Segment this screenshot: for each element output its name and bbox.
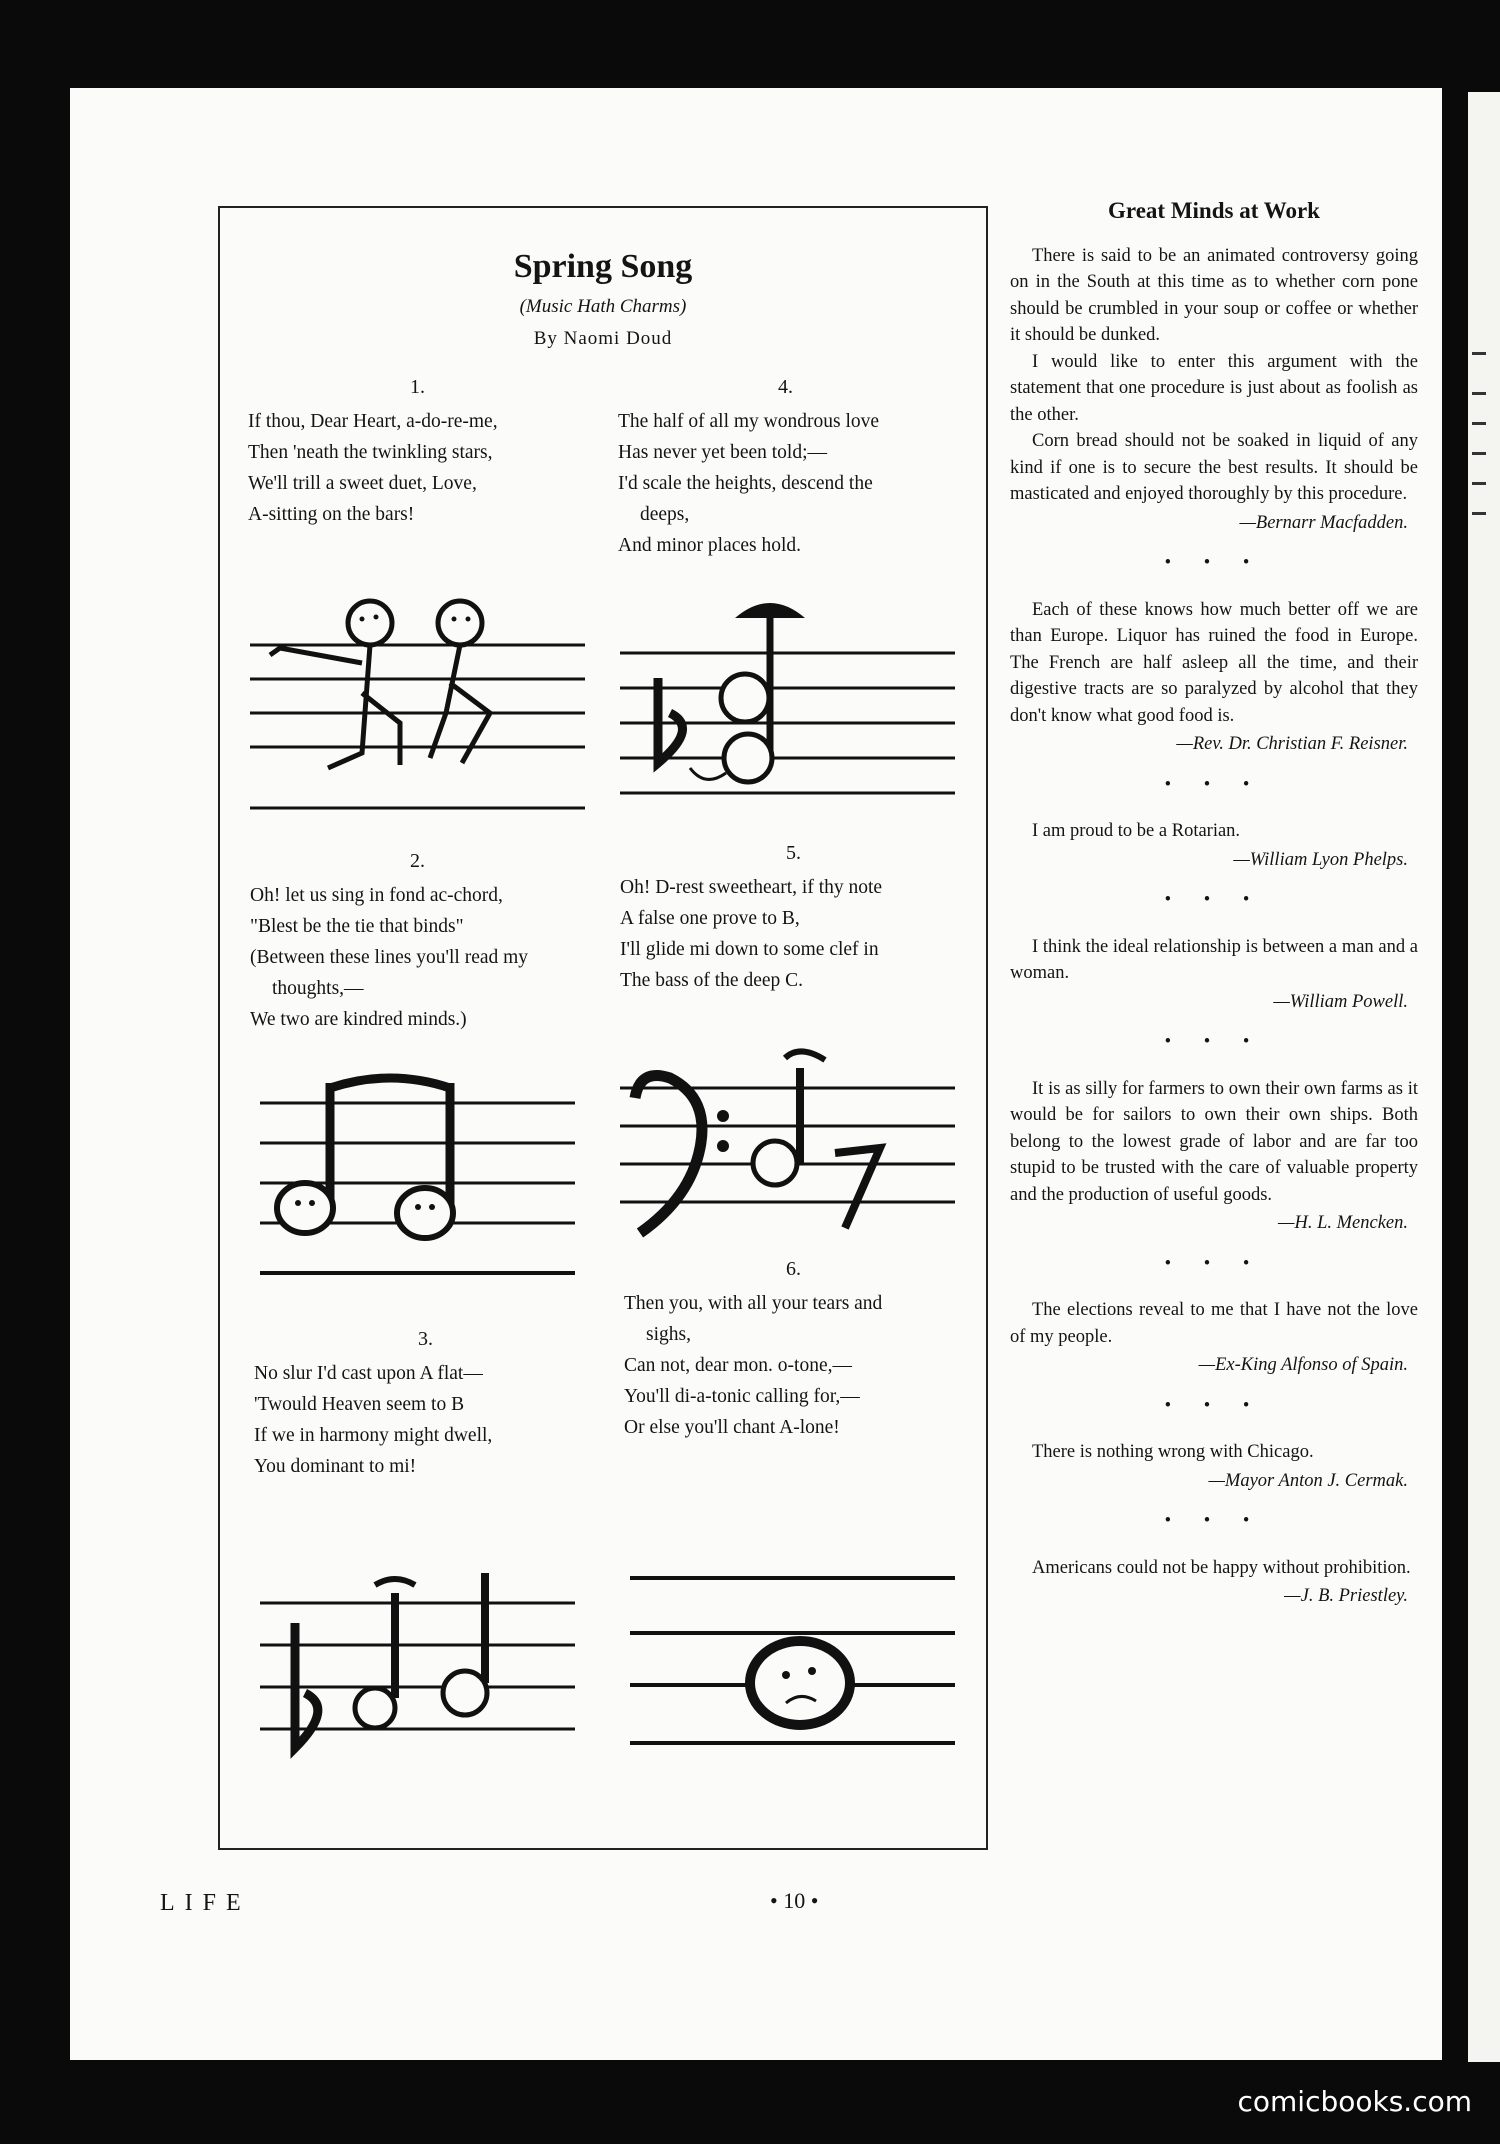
separator: • • • [1164, 890, 1264, 910]
stanza-4-number: 4. [778, 376, 793, 398]
separator: • • • [1164, 1395, 1264, 1416]
quote-paragraph: I am proud to be a Rotarian. [1032, 821, 1241, 841]
quote-attribution: —H. L. Mencken. [1278, 1213, 1408, 1233]
great-minds-column [1010, 198, 1418, 1610]
quote-2 [1010, 597, 1418, 758]
quote-paragraph: There is nothing wrong with Chicago. [1032, 1442, 1314, 1462]
stanza-line: Has never yet been told;— [618, 442, 828, 463]
quote-attribution: —William Powell. [1273, 991, 1408, 1012]
quote-5 [1010, 1076, 1418, 1237]
quote-6 [1010, 1297, 1418, 1379]
quote-paragraph: There is said to be an animated controversy going on in the South at this time as to whether corn pone should be crumbled in your soup or coffee or whether it should be dunked. [1010, 245, 1418, 345]
quote-attribution: —Rev. Dr. Christian F. Reisner. [1176, 734, 1408, 754]
stanza-line: I'll glide mi down to some clef in [620, 939, 879, 960]
stanza-5 [620, 872, 882, 996]
quote-paragraph: Americans could not be happy without prohibition. [1032, 1557, 1411, 1578]
stanza-line: A false one prove to B, [620, 908, 800, 929]
stanza-2 [250, 880, 528, 1035]
stanza-line: If we in harmony might dwell, [254, 1425, 493, 1446]
stanza-line: You'll di-a-tonic calling for,— [624, 1386, 860, 1407]
separator: • • • [1164, 1032, 1264, 1052]
stanza-line: Then you, with all your tears and [624, 1293, 883, 1314]
poem-title: Spring Song [513, 248, 693, 285]
stanza-6 [624, 1288, 882, 1443]
separator: • • • [1164, 1253, 1264, 1274]
quote-8 [1010, 1555, 1418, 1610]
bass-clef-illustration [620, 1048, 960, 1258]
stanza-3 [254, 1358, 492, 1482]
stanza-line: I'd scale the heights, descend the [618, 473, 873, 494]
quote-paragraph: Corn bread should not be soaked in liquid of any kind if one is to secure the best results. It should be masticated and enjoyed thoroughly by this procedure. [1010, 431, 1418, 504]
stanza-4 [618, 406, 879, 561]
dancing-notes-illustration [250, 593, 590, 813]
stanza-line: We two are kindred minds.) [250, 1009, 467, 1030]
quote-1 [1010, 243, 1418, 537]
poem-box [218, 206, 988, 1850]
stanza-6-number: 6. [786, 1258, 801, 1280]
quote-paragraph: I would like to enter this argument with the statement that one procedure is just about as foolish as the other. [1010, 351, 1418, 425]
stanza-2-number: 2. [410, 850, 425, 872]
column-heading: Great Minds at Work [1108, 198, 1320, 223]
stanza-line: "Blest be the tie that binds" [250, 916, 464, 937]
umbrella-notes-illustration [620, 598, 960, 818]
stanza-line: A-sitting on the bars! [248, 504, 415, 525]
quote-paragraph: I think the ideal relationship is between a man and a woman. [1010, 936, 1418, 983]
separator: • • • [1164, 774, 1264, 795]
stanza-line: (Between these lines you'll read my [250, 947, 529, 968]
stanza-1-number: 1. [410, 376, 425, 398]
stanza-line: sighs, [646, 1324, 691, 1345]
quote-paragraph: Each of these knows how much better off we are than Europe. Liquor has ruined the food in Europe. The French are half asleep all the time, and their digestive tracts are so paralyzed by alcohol that they don't know what good food is. [1010, 599, 1418, 726]
stanza-line: The half of all my wondrous love [618, 411, 880, 432]
stanza-line: You dominant to mi! [254, 1456, 417, 1477]
separator: • • • [1164, 553, 1264, 573]
quote-paragraph: It is as silly for farmers to own their own farms as it would be for sailors to own their own ships. Both belong to the lowest grade of labor and are far too stupid to be trusted with the care of valuable property and the production of useful goods. [1010, 1078, 1418, 1205]
quote-attribution: —William Lyon Phelps. [1233, 849, 1408, 870]
poem-byline: By Naomi Doud [533, 328, 673, 349]
quote-paragraph: The elections reveal to me that I have not the love of my people. [1010, 1300, 1418, 1347]
stanza-line: We'll trill a sweet duet, Love, [248, 473, 477, 494]
watermark: comicbooks.com [1237, 2085, 1472, 2118]
poem-subtitle: (Music Hath Charms) [519, 296, 687, 317]
quote-attribution: —J. B. Priestley. [1284, 1586, 1408, 1606]
stanza-1 [248, 406, 498, 530]
separator: • • • [1164, 1511, 1264, 1531]
stanza-line: deeps, [640, 504, 690, 525]
stanza-line: Then 'neath the twinkling stars, [248, 442, 493, 463]
stanza-3-number: 3. [418, 1328, 433, 1350]
stanza-line: The bass of the deep C. [620, 970, 804, 991]
sad-note-illustration [630, 1553, 960, 1753]
flat-notes-illustration [260, 1573, 580, 1773]
stanza-line: Oh! D-rest sweetheart, if thy note [620, 877, 883, 898]
facing-page-edge [1468, 92, 1500, 2062]
stanza-line: If thou, Dear Heart, a-do-re-me, [248, 411, 498, 432]
stanza-line: Can not, dear mon. o-tone,— [624, 1355, 852, 1376]
quote-3 [1010, 818, 1418, 873]
stanza-line: thoughts,— [272, 978, 364, 999]
magazine-name: LIFE [160, 1890, 251, 1916]
quote-4 [1010, 934, 1418, 1016]
quote-attribution: —Ex-King Alfonso of Spain. [1198, 1355, 1408, 1375]
stanza-line: 'Twould Heaven seem to B [254, 1394, 465, 1415]
beamed-notes-illustration [260, 1073, 580, 1283]
quote-attribution: —Bernarr Macfadden. [1239, 512, 1408, 533]
quote-7 [1010, 1439, 1418, 1494]
stanza-line: Oh! let us sing in fond ac-chord, [250, 885, 503, 906]
stanza-line: No slur I'd cast upon A flat— [254, 1363, 483, 1384]
stanza-line: Or else you'll chant A-lone! [624, 1417, 840, 1438]
stanza-line: And minor places hold. [618, 535, 802, 556]
stanza-5-number: 5. [786, 842, 801, 864]
quote-attribution: —Mayor Anton J. Cermak. [1208, 1470, 1408, 1491]
page-number: • 10 • [770, 1888, 819, 1913]
